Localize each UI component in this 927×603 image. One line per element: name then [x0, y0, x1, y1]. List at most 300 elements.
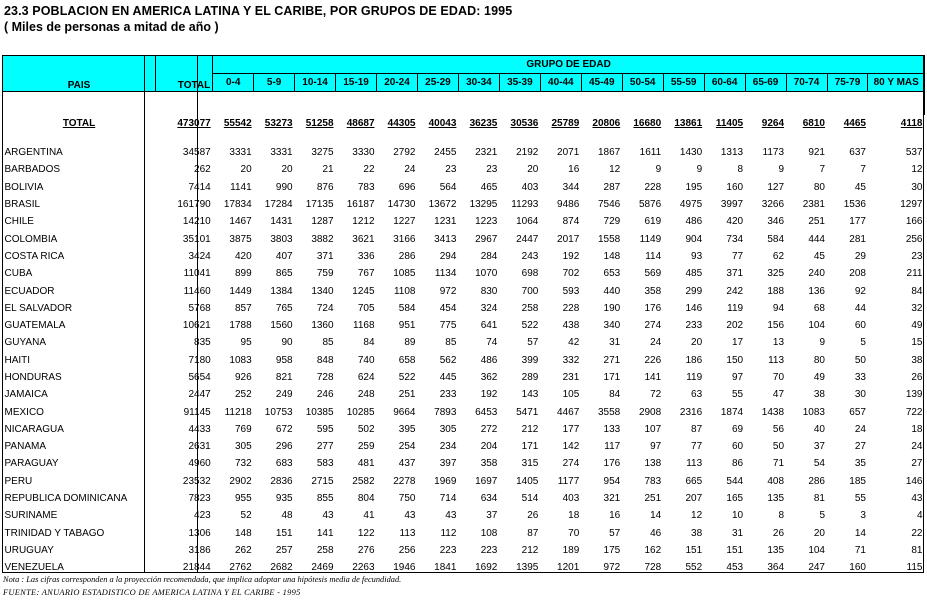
table-cell: 63 [691, 389, 703, 401]
table-cell: 1173 [762, 147, 785, 159]
country-name: GUYANA [4, 337, 46, 349]
table-cell: 80 [813, 181, 825, 193]
table-cell: 3331 [229, 147, 252, 159]
table-cell: 3875 [229, 233, 252, 245]
table-cell: 2902 [229, 475, 252, 487]
table-cell: 162 [644, 544, 662, 556]
table-cell: 1969 [434, 475, 457, 487]
table-cell: 11218 [224, 406, 252, 418]
table-cell: 107 [644, 423, 662, 435]
table-cell: 5768 [188, 302, 211, 314]
country-name: BRASIL [4, 199, 41, 211]
table-cell: 30 [854, 389, 866, 401]
table-cell: 249 [275, 389, 293, 401]
total-cell: 51258 [305, 118, 334, 129]
table-cell: 289 [521, 372, 539, 383]
table-cell: 18 [568, 510, 580, 522]
table-cell: 281 [849, 233, 866, 245]
table-row [3, 473, 925, 490]
table-cell: 97 [650, 441, 662, 453]
table-cell: 138 [644, 458, 662, 470]
table-cell: 176 [603, 458, 621, 470]
table-cell: 274 [562, 458, 580, 470]
table-cell: 56 [772, 423, 785, 435]
table-row [3, 369, 925, 386]
total-cell: 13861 [674, 118, 703, 129]
table-cell: 117 [604, 441, 621, 453]
table-cell: 60 [854, 320, 866, 332]
table-cell: 767 [357, 268, 375, 280]
table-cell: 35 [854, 458, 866, 470]
table-cell: 30 [911, 181, 923, 193]
table-cell: 759 [316, 268, 334, 280]
table-cell: 926 [234, 372, 252, 383]
table-cell: 133 [603, 423, 621, 435]
page-subtitle: ( Miles de personas a mitad de año ) [4, 20, 219, 34]
table-cell: 49 [813, 372, 825, 383]
table-cell: 340 [603, 320, 621, 332]
table-cell: 9664 [393, 406, 416, 418]
table-cell: 156 [767, 320, 785, 332]
table-cell: 12 [691, 510, 703, 522]
table-cell: 31 [609, 337, 621, 349]
table-cell: 990 [275, 181, 293, 193]
table-row [3, 403, 925, 420]
table-cell: 4433 [188, 423, 211, 435]
table-cell: 4467 [557, 406, 580, 418]
table-row [3, 144, 925, 161]
table-cell: 207 [685, 493, 703, 505]
table-cell: 296 [275, 441, 293, 453]
table-cell: 3330 [352, 147, 375, 159]
table-cell: 139 [905, 389, 923, 401]
table-cell: 248 [357, 389, 375, 401]
table-cell: 1946 [393, 562, 416, 574]
table-cell: 20 [813, 527, 825, 539]
total-cell: 44305 [387, 118, 416, 129]
table-cell: 72 [650, 389, 662, 401]
table-row [3, 248, 925, 265]
column-header-age: 0-4 [213, 74, 254, 92]
table-cell: 11293 [511, 199, 539, 211]
table-cell: 35101 [182, 233, 211, 245]
table-cell: 395 [398, 423, 416, 435]
total-cell: 4118 [900, 118, 923, 129]
table-cell: 93 [691, 250, 703, 262]
table-cell: 665 [685, 475, 703, 487]
table-cell: 3331 [270, 147, 293, 159]
table-cell: 1245 [352, 285, 375, 297]
table-cell: 13295 [469, 199, 498, 211]
table-cell: 5876 [638, 199, 662, 211]
country-name: PERU [4, 475, 33, 487]
table-cell: 148 [603, 250, 621, 262]
table-cell: 453 [726, 562, 744, 574]
table-cell: 171 [521, 441, 539, 453]
table-cell: 151 [685, 544, 703, 556]
table-cell: 38 [911, 354, 923, 366]
table-cell: 437 [398, 458, 416, 470]
table-cell: 7893 [434, 406, 457, 418]
table-cell: 20 [240, 164, 252, 176]
table-row [3, 421, 925, 438]
table-cell: 775 [439, 320, 457, 332]
table-cell: 48 [281, 510, 293, 522]
table-cell: 403 [521, 181, 539, 193]
country-name: ECUADOR [4, 285, 55, 297]
table-cell: 44 [854, 302, 866, 314]
country-name: PARAGUAY [4, 458, 59, 470]
table-cell: 90 [281, 337, 293, 349]
table-cell: 2263 [352, 562, 375, 574]
table-cell: 233 [685, 320, 703, 332]
table-cell: 562 [439, 354, 457, 366]
table-cell: 246 [316, 389, 334, 401]
table-cell: 97 [731, 372, 744, 383]
table-cell: 358 [480, 458, 498, 470]
table-cell: 11460 [183, 285, 211, 297]
table-cell: 43 [322, 510, 334, 522]
table-cell: 87 [691, 423, 703, 435]
column-header-age: 10-14 [295, 74, 336, 92]
table-cell: 71 [772, 458, 785, 470]
total-row [3, 115, 925, 132]
column-header-age: 25-29 [417, 74, 458, 92]
table-cell: 113 [399, 527, 416, 539]
table-cell: 74 [486, 337, 498, 349]
table-cell: 87 [527, 527, 539, 539]
table-cell: 403 [562, 493, 580, 505]
table-cell: 33 [854, 372, 866, 383]
table-cell: 2192 [516, 147, 539, 159]
table-cell: 750 [398, 493, 416, 505]
table-cell: 783 [644, 475, 662, 487]
table-row [3, 542, 925, 559]
country-name: COSTA RICA [4, 250, 65, 262]
table-cell: 69 [731, 423, 744, 435]
table-cell: 160 [849, 562, 866, 574]
table-cell: 24 [854, 423, 866, 435]
table-cell: 114 [645, 250, 662, 262]
table-cell: 3266 [761, 199, 785, 211]
column-header-age: 65-69 [745, 74, 786, 92]
table-cell: 1070 [475, 268, 498, 280]
table-cell: 17834 [223, 199, 252, 211]
table-cell: 1306 [188, 527, 211, 539]
table-cell: 42 [568, 337, 580, 349]
table-cell: 234 [439, 441, 457, 453]
table-cell: 31 [731, 527, 744, 539]
table-cell: 769 [234, 423, 252, 435]
table-cell: 11041 [183, 268, 211, 280]
table-cell: 7546 [597, 199, 621, 211]
table-cell: 77 [691, 441, 703, 453]
table-cell: 1085 [393, 268, 416, 280]
table-cell: 3166 [393, 233, 416, 245]
column-header-group: GRUPO DE EDAD [213, 56, 925, 74]
table-cell: 14 [854, 527, 866, 539]
table-cell: 1141 [230, 181, 252, 193]
table-cell: 362 [480, 372, 498, 383]
table-cell: 502 [357, 423, 375, 435]
table-cell: 740 [357, 354, 375, 366]
table-cell: 243 [521, 250, 539, 262]
table-cell: 921 [808, 147, 825, 159]
table-cell: 958 [275, 354, 293, 366]
table-cell: 208 [849, 268, 866, 280]
table-cell: 583 [316, 458, 334, 470]
column-header-age: 40-44 [540, 74, 581, 92]
table-row [3, 179, 925, 196]
table-cell: 274 [644, 320, 662, 332]
table-cell: 2316 [679, 406, 703, 418]
country-name: HONDURAS [4, 372, 62, 383]
table-cell: 89 [404, 337, 416, 349]
table-cell: 10385 [305, 406, 334, 418]
table-body [3, 92, 925, 577]
table-cell: 1212 [352, 216, 375, 228]
table-cell: 1177 [557, 475, 580, 487]
table-cell: 257 [275, 544, 293, 556]
table-cell: 358 [644, 285, 662, 297]
country-name: BOLIVIA [4, 181, 44, 193]
table-cell: 465 [480, 181, 498, 193]
table-cell: 821 [275, 372, 293, 383]
table-cell: 151 [275, 527, 293, 539]
table-cell: 454 [439, 302, 457, 314]
table-cell: 23 [911, 250, 923, 262]
table-cell: 951 [398, 320, 416, 332]
table-cell: 714 [439, 493, 457, 505]
table-cell: 1297 [900, 199, 923, 211]
country-name: COLOMBIA [4, 233, 58, 245]
table-cell: 80 [813, 354, 825, 366]
table-cell: 634 [480, 493, 498, 505]
total-cell: 55542 [223, 118, 252, 129]
country-name: CUBA [4, 268, 33, 280]
table-cell: 14210 [182, 216, 211, 228]
table-cell: 258 [521, 302, 539, 314]
country-name: REPUBLICA DOMINICANA [4, 493, 128, 505]
table-cell: 81 [813, 493, 825, 505]
table-cell: 16187 [346, 199, 375, 211]
table-cell: 321 [603, 493, 621, 505]
table-cell: 45 [813, 250, 825, 262]
table-cell: 256 [905, 233, 923, 245]
table-cell: 972 [439, 285, 457, 297]
total-cell: 473077 [177, 118, 211, 129]
table-cell: 3413 [434, 233, 457, 245]
table-cell: 50 [854, 354, 866, 366]
table-cell: 92 [854, 285, 866, 297]
table-cell: 113 [768, 354, 785, 366]
country-name: EL SALVADOR [4, 302, 73, 314]
source-note: FUENTE: ANUARIO ESTADISTICO DE AMERICA LATINA Y EL CARIBE - 1995 [3, 588, 301, 597]
table-cell: 4975 [679, 199, 703, 211]
table-cell: 68 [813, 302, 825, 314]
table-cell: 641 [480, 320, 498, 332]
table-cell: 3621 [352, 233, 375, 245]
table-cell: 371 [726, 268, 744, 280]
table-cell: 26 [527, 510, 539, 522]
table-cell: 1083 [229, 354, 252, 366]
total-cell: 48687 [346, 118, 375, 129]
table-cell: 242 [726, 285, 744, 297]
total-cell: 4465 [843, 118, 866, 129]
table-cell: 1134 [434, 268, 457, 280]
table-cell: 284 [480, 250, 498, 262]
table-cell: 9 [655, 164, 662, 176]
table-cell: 1340 [311, 285, 334, 297]
table-cell: 22 [363, 164, 375, 176]
table-cell: 166 [905, 216, 923, 228]
table-row [3, 161, 925, 178]
table-cell: 150 [726, 354, 744, 366]
table-cell: 1064 [516, 216, 539, 228]
table-cell: 161790 [177, 199, 211, 211]
population-table [2, 55, 925, 576]
table-row [3, 455, 925, 472]
total-cell: 9264 [761, 118, 785, 129]
table-cell: 43 [404, 510, 416, 522]
country-name: URUGUAY [4, 544, 54, 556]
table-cell: 38 [691, 527, 703, 539]
table-cell: 259 [357, 441, 375, 453]
table-cell: 552 [685, 562, 703, 574]
table-cell: 233 [439, 389, 457, 401]
table-cell: 141 [316, 527, 334, 539]
table-cell: 231 [562, 372, 580, 383]
table-cell: 15 [911, 337, 923, 349]
table-cell: 954 [603, 475, 621, 487]
table-cell: 2447 [516, 233, 539, 245]
table-cell: 972 [603, 562, 621, 574]
table-cell: 420 [234, 250, 252, 262]
table-cell: 119 [727, 302, 744, 314]
table-cell: 12 [609, 164, 621, 176]
table-cell: 2836 [270, 475, 293, 487]
country-name: TRINIDAD Y TABAGO [4, 527, 105, 539]
table-cell: 485 [685, 268, 703, 280]
table-row [3, 559, 925, 576]
table-cell: 18 [911, 423, 923, 435]
table-cell: 855 [316, 493, 334, 505]
table-cell: 399 [521, 354, 539, 366]
total-cell: 11405 [715, 118, 744, 129]
table-cell: 17135 [305, 199, 334, 211]
table-cell: 23532 [182, 475, 211, 487]
table-cell: 865 [275, 268, 293, 280]
table-cell: 38 [813, 389, 825, 401]
total-row-label: TOTAL [62, 118, 96, 129]
table-cell: 17284 [264, 199, 293, 211]
table-cell: 141 [644, 372, 662, 383]
table-cell: 84 [363, 337, 375, 349]
table-cell: 315 [521, 458, 539, 470]
table-cell: 94 [772, 302, 785, 314]
table-cell: 14 [650, 510, 662, 522]
table-cell: 262 [234, 544, 252, 556]
table-cell: 1313 [720, 147, 744, 159]
column-header-age: 70-74 [786, 74, 827, 92]
table-cell: 904 [685, 233, 703, 245]
table-cell: 835 [194, 337, 211, 349]
table-cell: 734 [726, 233, 744, 245]
column-header-age: 75-79 [827, 74, 868, 92]
table-cell: 1467 [229, 216, 252, 228]
table-cell: 2278 [393, 475, 416, 487]
country-name: JAMAICA [4, 389, 48, 401]
table-cell: 84 [609, 389, 621, 401]
table-cell: 325 [767, 268, 785, 280]
table-cell: 228 [644, 181, 662, 193]
table-cell: 732 [234, 458, 252, 470]
table-cell: 95 [240, 337, 252, 349]
table-cell: 32 [911, 302, 923, 314]
table-cell: 1227 [393, 216, 416, 228]
table-cell: 2582 [352, 475, 375, 487]
table-cell: 24 [650, 337, 662, 349]
table-row [3, 196, 925, 213]
table-cell: 3424 [188, 250, 211, 262]
total-cell: 53273 [264, 118, 293, 129]
table-cell: 564 [439, 181, 457, 193]
table-cell: 397 [439, 458, 457, 470]
table-cell: 1874 [720, 406, 744, 418]
table-cell: 10621 [182, 320, 211, 332]
table-cell: 23 [445, 164, 457, 176]
table-row [3, 265, 925, 282]
table-cell: 728 [644, 562, 662, 574]
table-cell: 21 [322, 164, 334, 176]
table-cell: 104 [808, 544, 825, 556]
table-cell: 37 [486, 510, 498, 522]
table-cell: 226 [644, 354, 662, 366]
table-cell: 364 [767, 562, 785, 574]
total-cell: 40043 [428, 118, 457, 129]
table-cell: 3882 [311, 233, 334, 245]
table-cell: 10753 [264, 406, 293, 418]
table-cell: 830 [480, 285, 498, 297]
table-cell: 55 [854, 493, 866, 505]
table-cell: 81 [911, 544, 923, 556]
table-row [3, 230, 925, 247]
table-cell: 104 [808, 320, 825, 332]
table-cell: 21844 [182, 562, 211, 574]
table-cell: 185 [849, 475, 866, 487]
column-header-age: 15-19 [336, 74, 377, 92]
country-name: MEXICO [4, 406, 44, 418]
table-cell: 2017 [557, 233, 580, 245]
table-cell: 657 [849, 406, 866, 418]
table-cell: 294 [439, 250, 457, 262]
table-cell: 765 [275, 302, 293, 314]
table-cell: 165 [726, 493, 744, 505]
country-name: GUATEMALA [4, 320, 66, 332]
table-cell: 514 [521, 493, 539, 505]
table-cell: 624 [357, 372, 375, 383]
table-cell: 4 [916, 510, 923, 522]
table-cell: 251 [398, 389, 416, 401]
table-cell: 445 [439, 372, 457, 383]
table-cell: 70 [568, 527, 580, 539]
table-cell: 12 [911, 164, 923, 176]
column-header-age: 80 Y MAS [868, 74, 925, 92]
column-header-age: 45-49 [581, 74, 622, 92]
table-cell: 955 [234, 493, 252, 505]
column-header-age: 55-59 [663, 74, 704, 92]
table-cell: 176 [644, 302, 662, 314]
